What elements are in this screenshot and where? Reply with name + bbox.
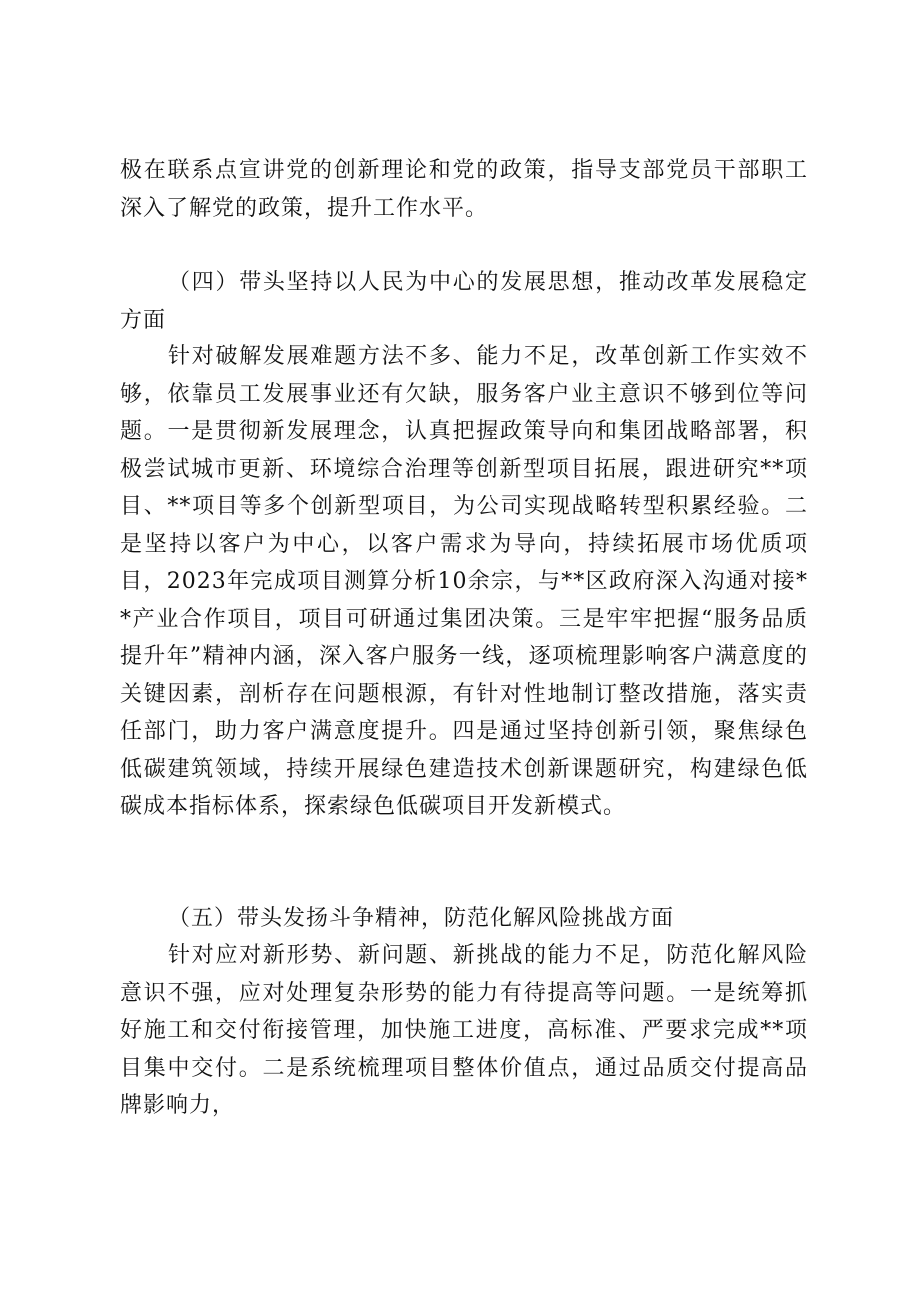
- section-heading-5: （五）带头发扬斗争精神，防范化解风险挑战方面: [168, 906, 675, 931]
- paragraph-continued: 极在联系点宣讲党的创新理论和党的政策，指导支部党员干部职工深入了解党的政策，提升工作水平。: [120, 158, 808, 221]
- section-heading-4: （四）带头坚持以人民为中心的发展思想，推动改革发展稳定方面: [120, 270, 808, 333]
- paragraph-section-4: 针对破解发展难题方法不多、能力不足，改革创新工作实效不够，依靠员工发展事业还有欠缺，服务客户业主意识不够到位等问题。一是贯彻新发展理念，认真把握政策导向和集团战略部署，积极尝试城市更新、环境综合治理等创新型项目拓展，跟进研究**项目、**项目等多个创新型项目，为公司实现战略转型积累经验。二是坚持以客户为中心，以客户需求为导向，持续拓展市场优质项目，2023年完成项目测算分析10余宗，与**区政府深入沟通对接**产业合作项目，项目可研通过集团决策。三是牢牢把握“服务品质提升年”精神内涵，深入客户服务一线，逐项梳理影响客户满意度的关键因素，剖析存在问题根源，有针对性地制订整改措施，落实责任部门，助力客户满意度提升。四是通过坚持创新引领，聚焦绿色低碳建筑领域，持续开展绿色建造技术创新课题研究，构建绿色低碳成本指标体系，探索绿色低碳项目开发新模式。: [120, 344, 808, 819]
- paragraph-section-5: 针对应对新形势、新问题、新挑战的能力不足，防范化解风险意识不强，应对处理复杂形势的能力有待提高等问题。一是统筹抓好施工和交付衔接管理，加快施工进度，高标准、严要求完成**项目集中交付。二是系统梳理项目整体价值点，通过品质交付提高品牌影响力，: [120, 943, 808, 1118]
